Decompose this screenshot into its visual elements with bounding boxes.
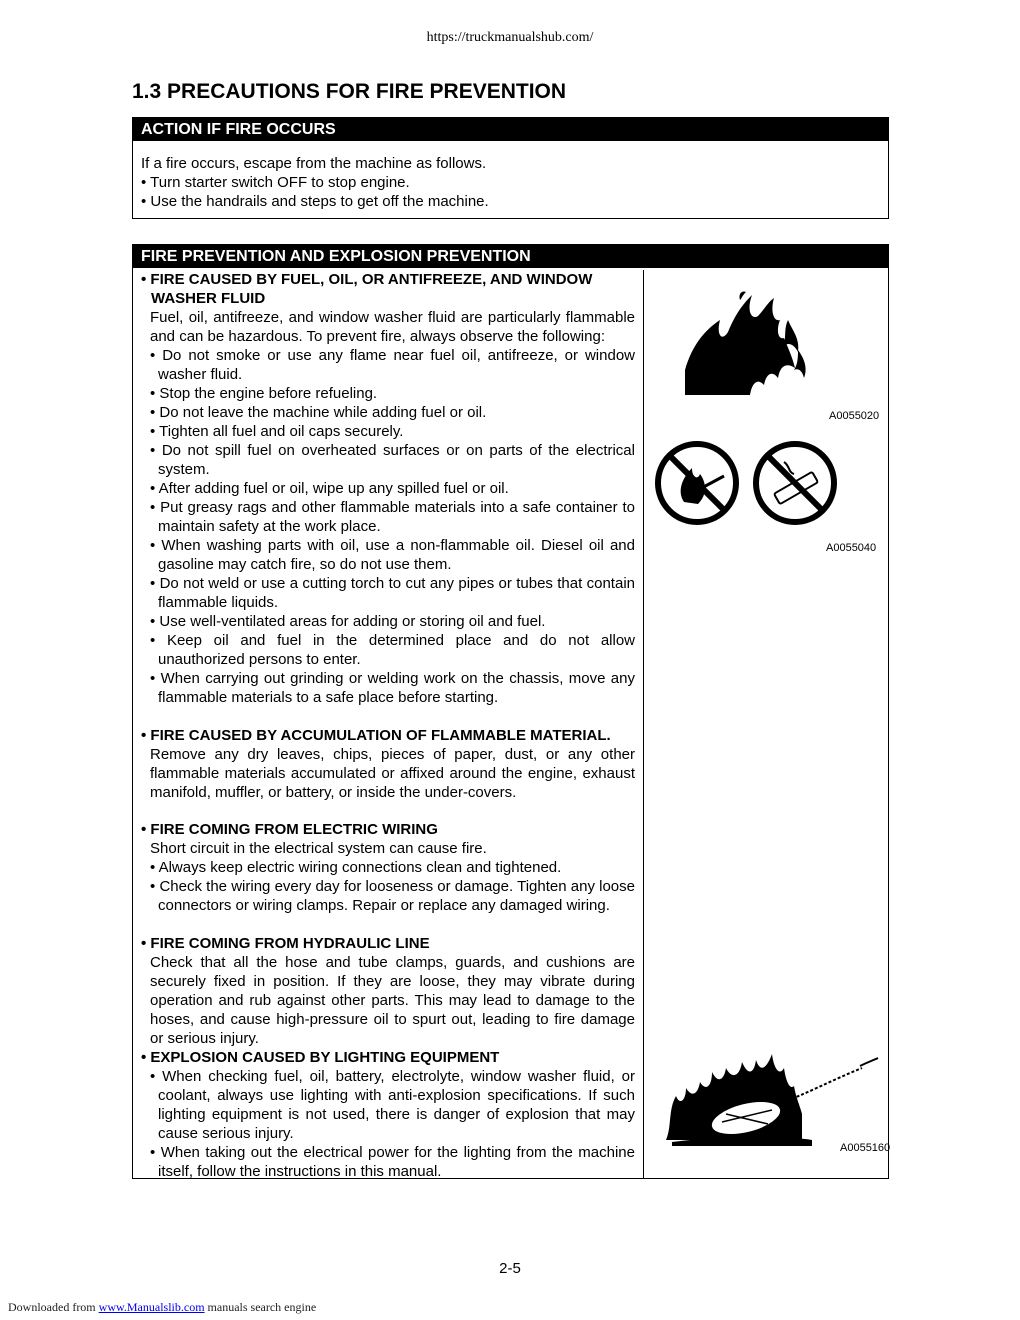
lamp-in-fire-icon bbox=[662, 1040, 882, 1150]
section-electric-wiring bbox=[141, 820, 635, 915]
action-box bbox=[132, 117, 889, 219]
figure-code: A0055160 bbox=[840, 1142, 891, 1154]
list-item: • When carrying out grinding or welding work on the chassis, move any flammable materials to a safe place before starting. bbox=[150, 670, 635, 706]
section-intro: Remove any dry leaves, chips, pieces of paper, dust, or any other flammable materials accumulated or affixed around the engine, exhaust manifold, muffler, or battery, or inside the under-covers. bbox=[150, 746, 635, 801]
list-item: • Tighten all fuel and oil caps securely. bbox=[150, 423, 404, 440]
list-item: • Check the wiring every day for looseness or damage. Tighten any loose connectors or wiring clamps. Repair or replace any damaged wiring. bbox=[150, 878, 635, 914]
section-heading: • EXPLOSION CAUSED BY LIGHTING EQUIPMENT bbox=[141, 1049, 500, 1066]
list-item: • After adding fuel or oil, wipe up any spilled fuel or oil. bbox=[150, 480, 509, 497]
list-item: • Do not smoke or use any flame near fuel oil, antifreeze, or window washer fluid. bbox=[150, 347, 635, 383]
section-intro: Fuel, oil, antifreeze, and window washer fluid are particularly flammable and can be hazardous. To prevent fire, always observe the following: bbox=[150, 309, 635, 345]
page-number: 2-5 bbox=[499, 1260, 521, 1277]
figure-code: A0055020 bbox=[829, 410, 880, 422]
list-item: • Do not leave the machine while adding fuel or oil. bbox=[150, 404, 487, 421]
action-line: If a fire occurs, escape from the machine as follows. bbox=[141, 155, 487, 172]
list-item: • When checking fuel, oil, battery, electrolyte, window washer fluid, or coolant, always use lighting with anti-explosion specifications. If such lighting equipment is not used, there is danger of explosion that may cause serious injury. bbox=[150, 1068, 635, 1142]
page-title: 1.3 PRECAUTIONS FOR FIRE PREVENTION bbox=[132, 80, 567, 103]
section-intro: Short circuit in the electrical system can cause fire. bbox=[150, 840, 487, 857]
prevention-box bbox=[132, 244, 889, 1179]
footer-prefix: Downloaded from bbox=[8, 1300, 96, 1314]
list-item: • Put greasy rags and other flammable materials into a safe container to maintain safety at the work place. bbox=[150, 499, 635, 535]
section-heading: • FIRE COMING FROM HYDRAULIC LINE bbox=[141, 935, 430, 952]
action-box-heading: ACTION IF FIRE OCCURS bbox=[133, 118, 888, 143]
list-item: • Do not spill fuel on overheated surfaces or on parts of the electrical system. bbox=[150, 442, 635, 478]
section-heading: • FIRE CAUSED BY FUEL, OIL, OR ANTIFREEZE, AND WINDOW WASHER FLUID bbox=[141, 271, 593, 307]
list-item: • Use well-ventilated areas for adding or storing oil and fuel. bbox=[150, 613, 546, 630]
text-column bbox=[133, 270, 644, 1178]
list-item: • When washing parts with oil, use a non-flammable oil. Diesel oil and gasoline may catch fire, so do not use them. bbox=[150, 537, 635, 573]
header-url: https://truckmanualshub.com/ bbox=[426, 30, 594, 45]
flame-icon bbox=[680, 290, 810, 400]
list-item: • Do not weld or use a cutting torch to cut any pipes or tubes that contain flammable liquids. bbox=[150, 575, 635, 611]
footer-link[interactable]: www.Manualslib.com bbox=[98, 1300, 205, 1314]
action-box-body bbox=[133, 143, 888, 211]
section-fuel bbox=[141, 270, 635, 707]
section-intro: Check that all the hose and tube clamps, guards, and cushions are securely fixed in position. If they are loose, they may vibrate during operation and rub against other parts. This may lead to damage to the hoses, and cause high-pressure oil to spurt out, leading to fire damage or serious injury. bbox=[150, 954, 635, 1047]
prevention-box-heading: FIRE PREVENTION AND EXPLOSION PREVENTION bbox=[133, 245, 888, 270]
list-item: • Always keep electric wiring connections clean and tightened. bbox=[150, 859, 562, 876]
action-line: • Turn starter switch OFF to stop engine. bbox=[141, 174, 410, 191]
figure-code: A0055040 bbox=[826, 542, 877, 554]
section-hydraulic-line bbox=[141, 934, 635, 1048]
section-flammable-material bbox=[141, 726, 635, 802]
section-heading: • FIRE COMING FROM ELECTRIC WIRING bbox=[141, 821, 438, 838]
list-item: • Keep oil and fuel in the determined place and do not allow unauthorized persons to enter. bbox=[150, 632, 635, 668]
footer bbox=[8, 1300, 316, 1315]
no-flame-no-smoking-icon bbox=[654, 440, 844, 530]
list-item: • When taking out the electrical power for the lighting from the machine itself, follow the instructions in this manual. bbox=[150, 1144, 635, 1180]
section-lighting-equipment bbox=[141, 1048, 635, 1181]
figure-column bbox=[644, 270, 891, 1178]
section-heading: • FIRE CAUSED BY ACCUMULATION OF FLAMMABLE MATERIAL. bbox=[141, 727, 611, 744]
list-item: • Stop the engine before refueling. bbox=[150, 385, 378, 402]
footer-suffix: manuals search engine bbox=[207, 1300, 317, 1314]
action-line: • Use the handrails and steps to get off the machine. bbox=[141, 193, 489, 210]
